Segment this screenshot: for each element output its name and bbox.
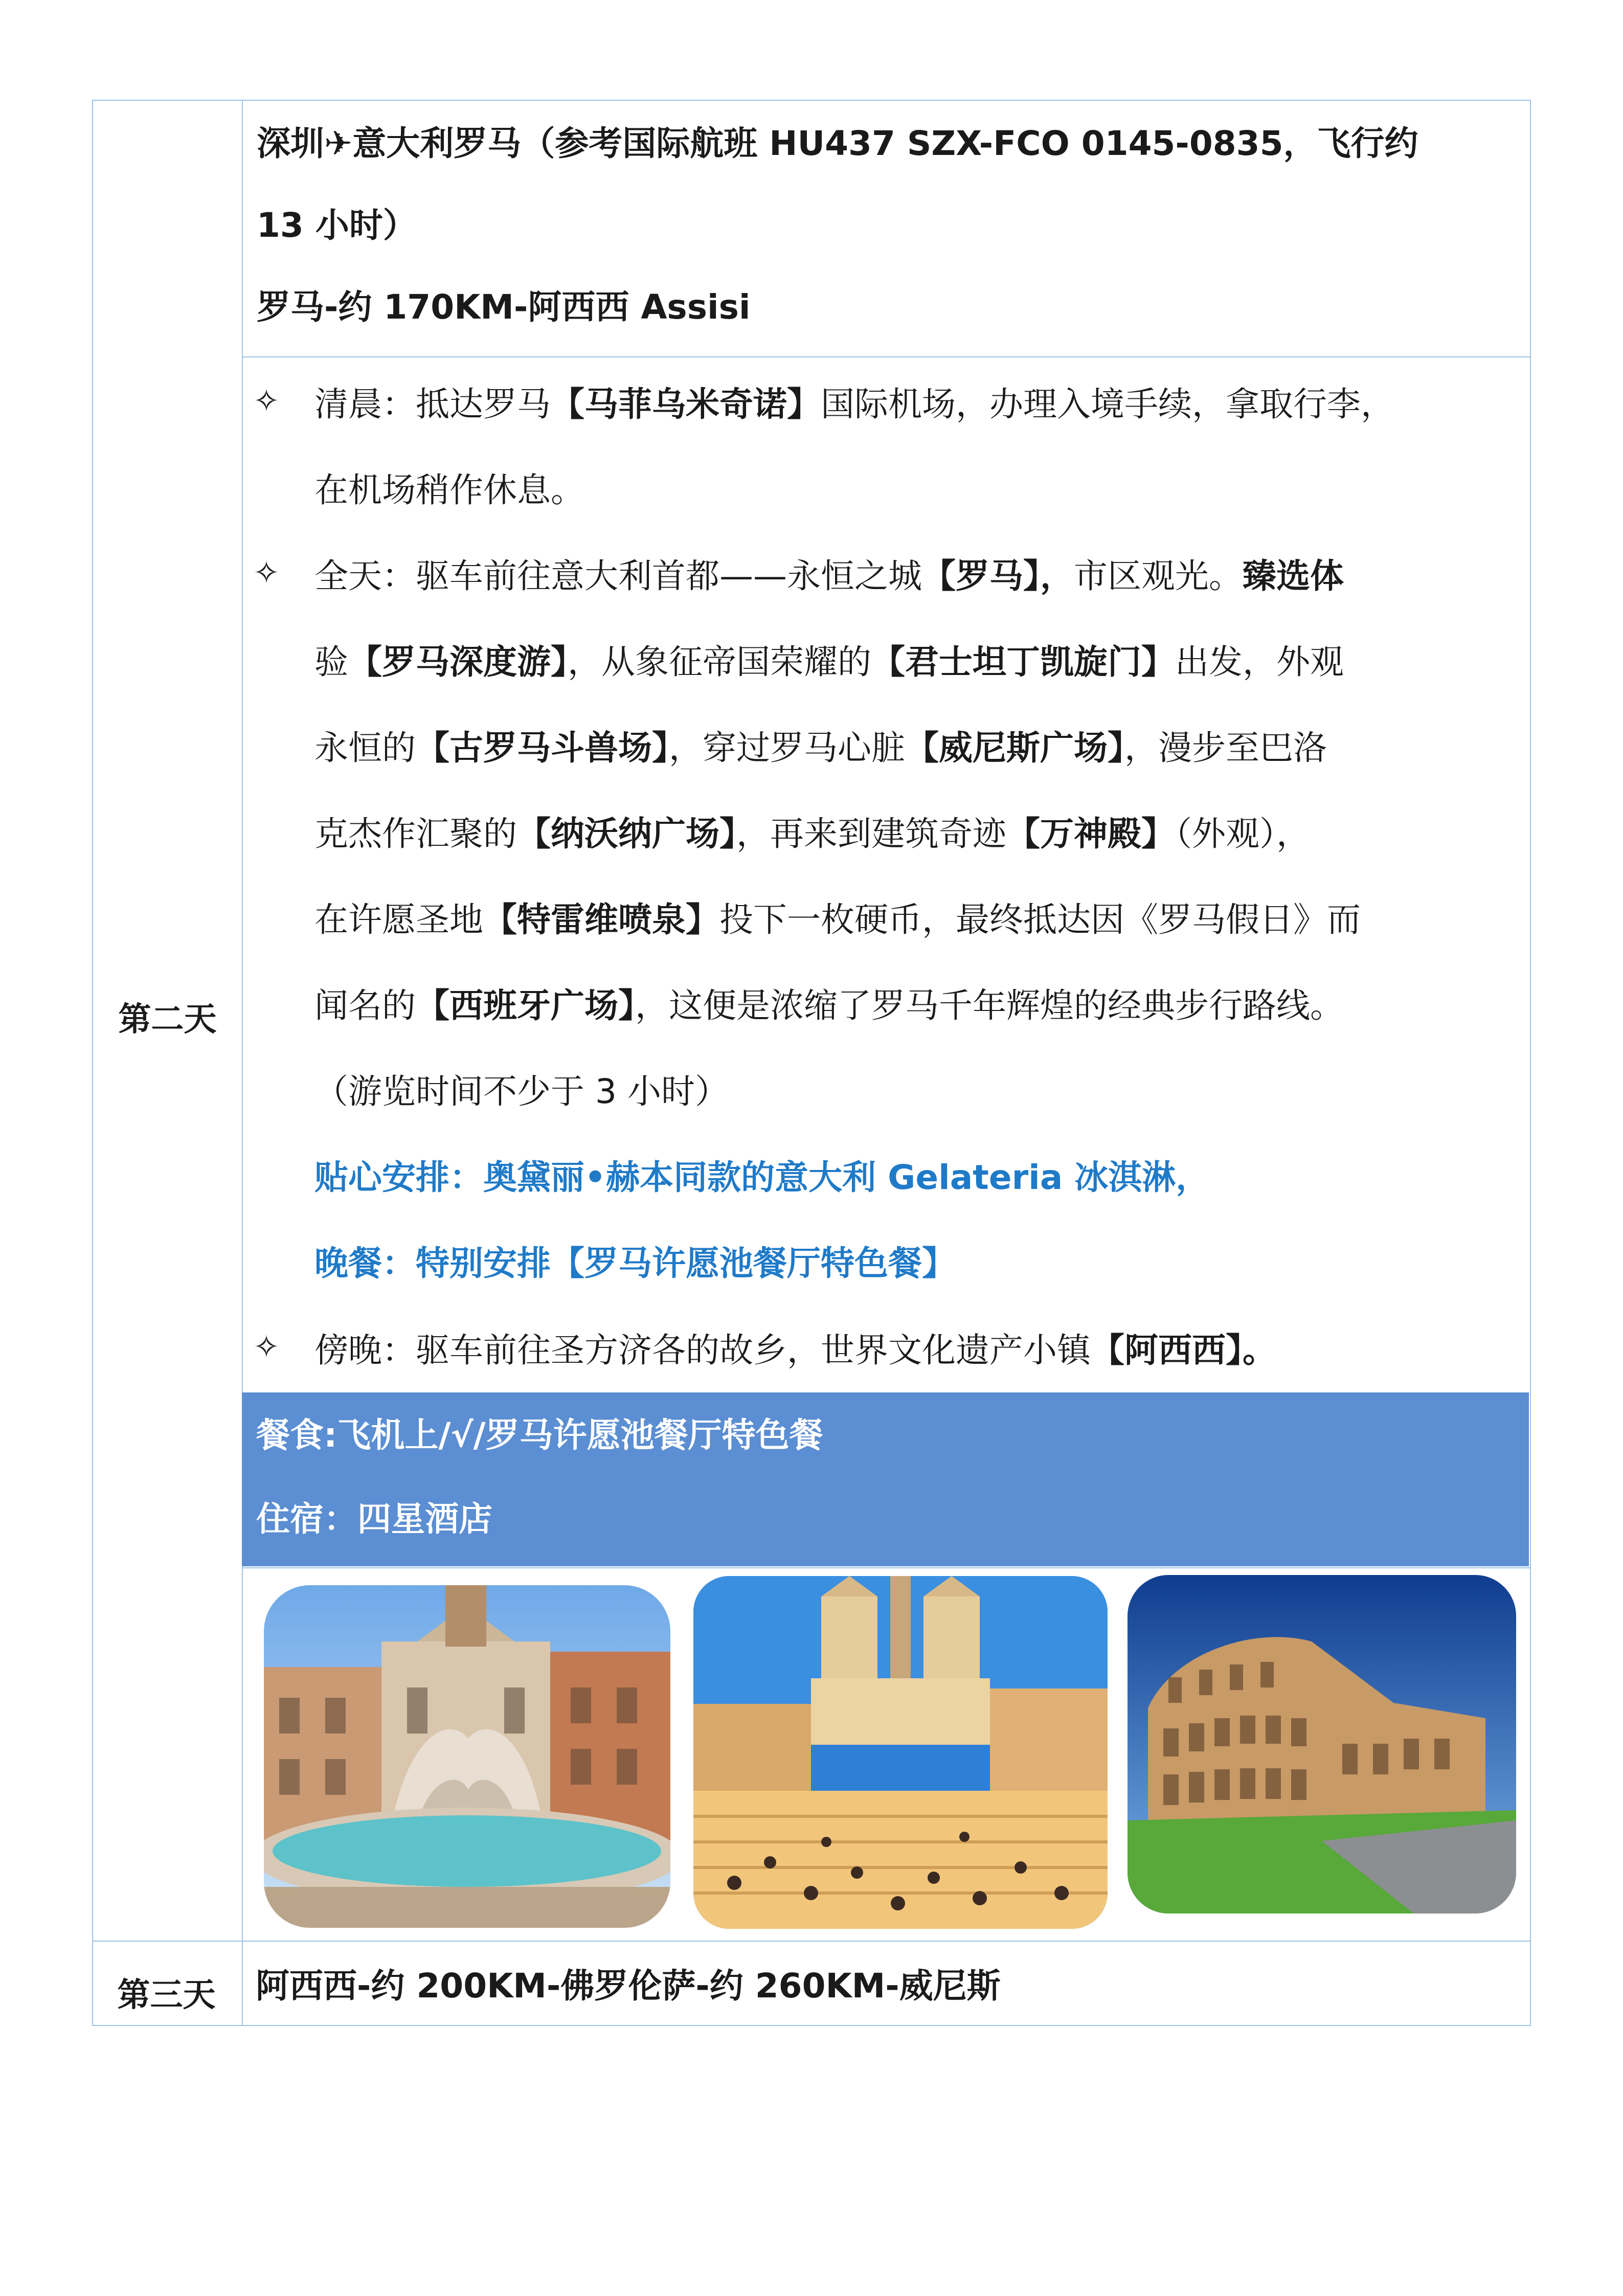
photo-colosseum (1128, 1575, 1516, 1914)
item2-duration: （游览时间不少于 3 小时） (314, 1072, 729, 1111)
item2-line6: 闻名的【西班牙广场】，这便是浓缩了罗马千年辉煌的经典步行路线。 (314, 986, 1344, 1025)
row-divider-meals (243, 1567, 1530, 1568)
row-divider-title (243, 356, 1530, 357)
day2-title-line2: 13 小时） (257, 206, 417, 245)
star-bullet-icon: ✧ (253, 382, 280, 419)
item2-line4: 克杰作汇聚的【纳沃纳广场】，再来到建筑奇迹【万神殿】（外观）， (314, 814, 1310, 853)
star-bullet-icon: ✧ (253, 554, 280, 591)
day2-body (243, 362, 1530, 1393)
photo-navona-fountain (264, 1585, 670, 1928)
item1-line1: 清晨：抵达罗马【马菲乌米奇诺】国际机场，办理入境手续，拿取行李， (314, 385, 1394, 424)
day2-label: 第二天 (118, 1001, 217, 1039)
meals-text: 餐食:飞机上/√/罗马许愿池餐厅特色餐 (256, 1415, 823, 1455)
day3-title-cell (256, 1943, 1524, 2029)
day2-title-line3: 罗马-约 170KM-阿西西 Assisi (257, 287, 751, 327)
item2-line5: 在许愿圣地【特雷维喷泉】投下一枚硬币，最终抵达因《罗马假日》而 (314, 900, 1361, 939)
meals-hotel-band (242, 1392, 1529, 1566)
day3-title: 阿西西-约 200KM-佛罗伦萨-约 260KM-威尼斯 (256, 1966, 1001, 2006)
day2-title (257, 101, 1525, 350)
item2-line3: 永恒的【古罗马斗兽场】，穿过罗马心脏【威尼斯广场】，漫步至巴洛 (314, 728, 1327, 768)
day2-title-line1: 深圳✈意大利罗马（参考国际航班 HU437 SZX-FCO 0145-0835，飞行约 (257, 124, 1418, 163)
hotel-text: 住宿：四星酒店 (256, 1499, 492, 1539)
star-bullet-icon: ✧ (253, 1328, 280, 1365)
day3-label: 第三天 (117, 1976, 216, 2014)
photo-spanish-steps (693, 1576, 1108, 1929)
item2-tip-icecream: 贴心安排：奥黛丽•赫本同款的意大利 Gelateria 冰淇淋， (314, 1158, 1210, 1197)
item1-line2: 在机场稍作休息。 (314, 470, 584, 510)
row-divider-day3 (93, 1941, 1530, 1942)
item2-tip-dinner: 晚餐：特别安排【罗马许愿池餐厅特色餐】 (314, 1244, 956, 1283)
item2-line2: 验【罗马深度游】，从象征帝国荣耀的【君士坦丁凯旋门】出发，外观 (314, 642, 1344, 682)
item2-line1: 全天：驱车前往意大利首都——永恒之城【罗马】，市区观光。臻选体 (314, 556, 1344, 596)
item3-line1: 傍晚：驱车前往圣方济各的故乡，世界文化遗产小镇【阿西西】。 (314, 1331, 1276, 1370)
